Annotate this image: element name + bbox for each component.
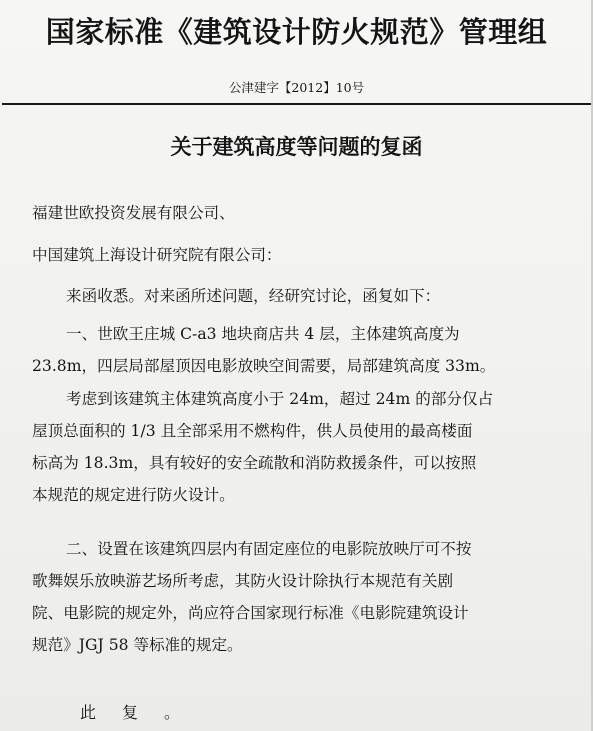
item-2-line: 规范》JGJ 58 等标准的规定。: [32, 636, 243, 654]
considering-paragraph: [32, 385, 552, 513]
closing-remark: 此复。: [80, 703, 207, 722]
letterhead-title: 国家标准《建筑设计防火规范》管理组: [45, 15, 548, 49]
considering-line: 标高为 18.3m，具有较好的安全疏散和消防救援条件，可以按照: [32, 454, 477, 472]
item-1-line: 一、世欧王庄城 C-a3 地块商店共 4 层，主体建筑高度为: [66, 325, 460, 343]
document-number: 公津建字【2012】10号: [228, 80, 365, 95]
item-1-paragraph: [32, 320, 552, 384]
letter-subject: 关于建筑高度等问题的复函: [170, 134, 423, 159]
item-2-line: 歌舞娱乐放映游艺场所考虑，其防火设计除执行本规范有关剧: [32, 572, 454, 590]
item-1-line: 23.8m，四层局部屋顶因电影放映空间需要，局部建筑高度 33m。: [32, 357, 496, 375]
addressee-2: 中国建筑上海设计研究院有限公司：: [32, 246, 282, 264]
addressee-1: 福建世欧投资发展有限公司、: [32, 204, 235, 222]
considering-line: 本规范的规定进行防火设计。: [32, 486, 235, 504]
intro-paragraph: [32, 282, 552, 314]
intro-line: 来函收悉。对来函所述问题，经研究讨论，函复如下：: [66, 287, 441, 305]
header-rule-divider: [2, 103, 593, 105]
considering-line: 考虑到该建筑主体建筑高度小于 24m，超过 24m 的部分仅占: [66, 390, 494, 408]
item-2-line: 院、电影院的规定外，尚应符合国家现行标准《电影院建筑设计: [32, 604, 469, 622]
item-2-paragraph: [32, 535, 552, 663]
considering-line: 屋顶总面积的 1/3 且全部采用不燃构件，供人员使用的最高楼面: [32, 422, 473, 440]
item-2-line: 二、设置在该建筑四层内有固定座位的电影院放映厅可不按: [66, 540, 472, 558]
